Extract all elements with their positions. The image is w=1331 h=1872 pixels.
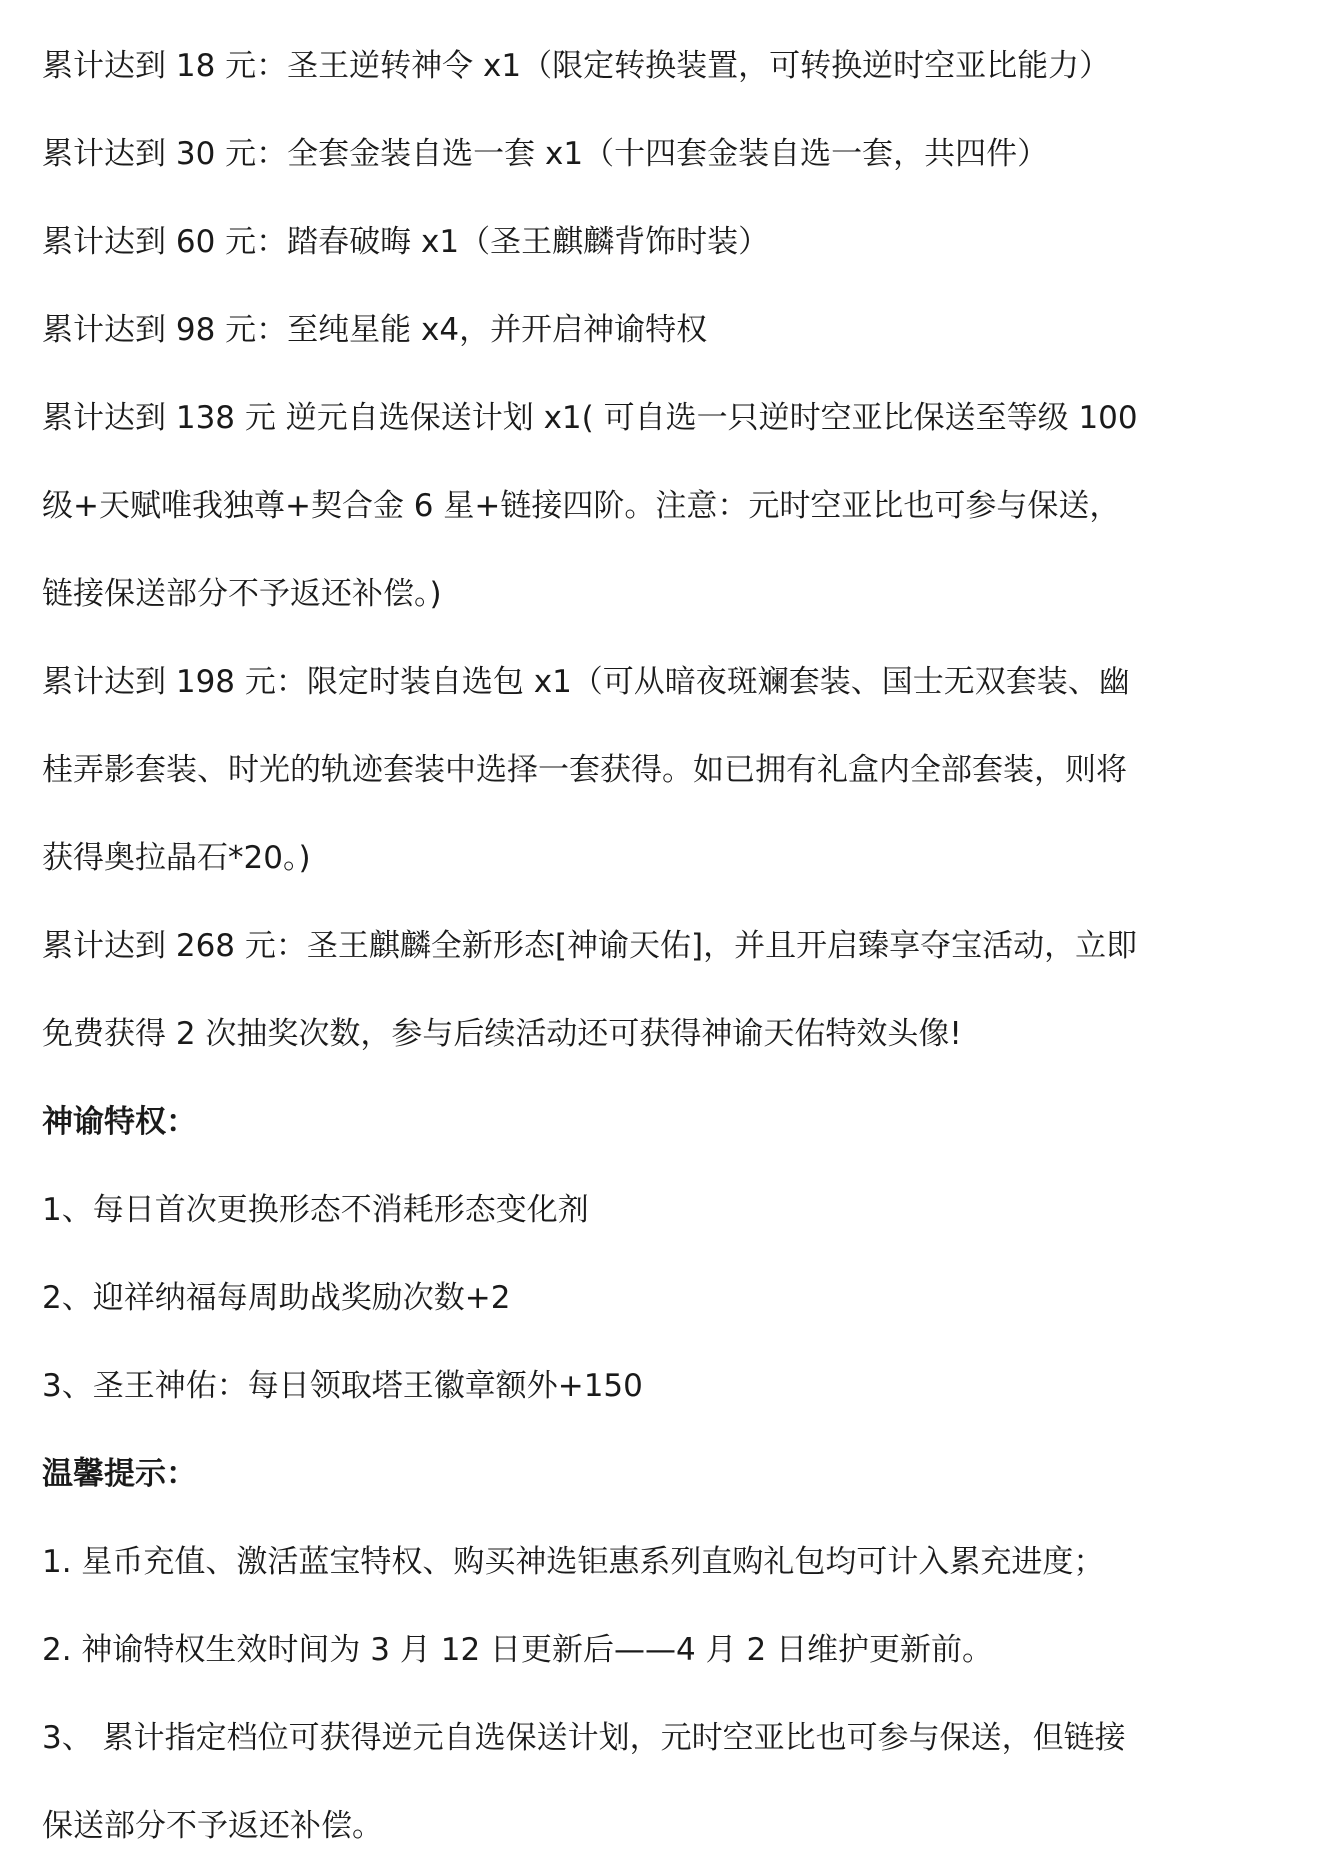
- reward-198-line-2: 桂弄影套装、时光的轨迹套装中选择一套获得。如已拥有礼盒内全部套装，则将: [42, 752, 1127, 788]
- privilege-item-3: 3、圣王神佑：每日领取塔王徽章额外+150: [42, 1368, 643, 1404]
- tips-line-3: 3、 累计指定档位可获得逆元自选保送计划，元时空亚比也可参与保送，但链接: [42, 1720, 1126, 1756]
- reward-268: [42, 902, 1282, 1078]
- reward-198: [42, 638, 1282, 902]
- reward-30-line-1: 累计达到 30 元：全套金装自选一套 x1（十四套金装自选一套，共四件）: [42, 136, 1049, 172]
- reward-138-line-3: 链接保送部分不予返还补偿。): [42, 576, 442, 612]
- tips-line-1: 1. 星币充值、激活蓝宝特权、购买神选钜惠系列直购礼包均可计入累充进度；: [42, 1544, 1105, 1580]
- reward-60: [42, 198, 1282, 286]
- reward-138-line-2: 级+天赋唯我独尊+契合金 6 星+链接四阶。注意：元时空亚比也可参与保送，: [42, 488, 1121, 524]
- reward-268-line-1: 累计达到 268 元：圣王麒麟全新形态[神谕天佑]，并且开启臻享夺宝活动，立即: [42, 928, 1138, 964]
- privilege-heading: 神谕特权：: [42, 1104, 197, 1140]
- document-body: [42, 22, 1282, 1870]
- tips-line-4: 保送部分不予返还补偿。: [42, 1808, 383, 1844]
- reward-268-line-2: 免费获得 2 次抽奖次数，参与后续活动还可获得神谕天佑特效头像!: [42, 1016, 962, 1052]
- reward-198-line-1: 累计达到 198 元：限定时装自选包 x1（可从暗夜斑斓套装、国士无双套装、幽: [42, 664, 1130, 700]
- reward-30: [42, 110, 1282, 198]
- privilege-item-1: 1、每日首次更换形态不消耗形态变化剂: [42, 1192, 589, 1228]
- reward-98-line-1: 累计达到 98 元：至纯星能 x4，并开启神谕特权: [42, 312, 708, 348]
- reward-138: [42, 374, 1282, 638]
- privilege-section: [42, 1078, 1282, 1430]
- reward-138-line-1: 累计达到 138 元 逆元自选保送计划 x1( 可自选一只逆时空亚比保送至等级 100: [42, 400, 1138, 436]
- reward-18-line-1: 累计达到 18 元：圣王逆转神令 x1（限定转换装置，可转换逆时空亚比能力）: [42, 48, 1111, 84]
- privilege-item-2: 2、迎祥纳福每周助战奖励次数+2: [42, 1280, 511, 1316]
- tips-section: [42, 1430, 1282, 1870]
- tips-heading: 温馨提示：: [42, 1456, 197, 1492]
- reward-60-line-1: 累计达到 60 元：踏春破晦 x1（圣王麒麟背饰时装）: [42, 224, 770, 260]
- reward-198-line-3: 获得奥拉晶石*20。): [42, 840, 311, 876]
- tips-line-2: 2. 神谕特权生效时间为 3 月 12 日更新后——4 月 2 日维护更新前。: [42, 1632, 994, 1668]
- reward-98: [42, 286, 1282, 374]
- reward-18: [42, 22, 1282, 110]
